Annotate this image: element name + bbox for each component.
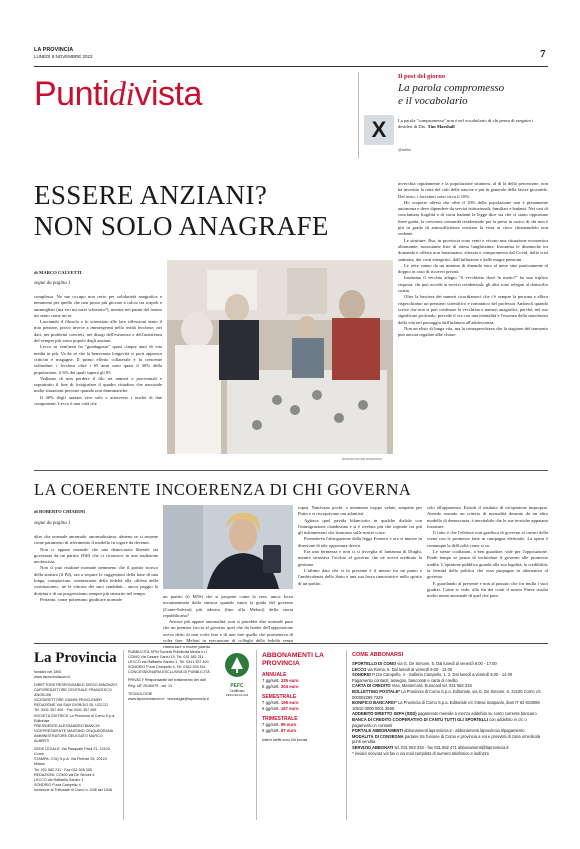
article1-col1-paragraph: Il 40% degli anziani vive solo e attraverso i nuclei di due componenti. Lecco è una città che: [34, 394, 162, 407]
how-item: PORTALE ABBONAMENTI abbonamenti.laprovincia.it - abbonamenti.laprovincia.it/pagamento: [352, 728, 525, 734]
paper-name: LA PROVINCIA: [34, 47, 74, 53]
printing-line: STAMPA: CSQ S.p.A. Via Firenze 25, 20124 Milano: [34, 757, 107, 767]
article2-col3-paragraph: L'ultimo dato che si fa presente è il mezzo fra un punto e l'ambivalenza dello Stato e una sua forza rinnovatrice nello spirito di un partito.: [298, 567, 422, 586]
article2-col4: [427, 505, 548, 599]
article2-col3-paragraph: Agitava quel pavida bilanciotto in qualche disfida con l'immigrazione clandestina e si è rivelata più che ospitale coi più gli inframezzati che sbarcano sulle nostre coste.: [298, 517, 422, 536]
staff-line: SOCIETÀ EDITRICE La Provincia di Como S.p.a. Editoriale: [34, 713, 116, 723]
article1-photo: [167, 260, 393, 454]
printing-line: Iscrizione al Tribunale di Como n. 3/48 del 1948: [34, 787, 112, 792]
footer-ads: [128, 650, 214, 702]
plan-price-7: 7 gg/sett. 99 euro: [262, 722, 297, 727]
subs-plans: [262, 672, 342, 743]
article2-col1-paragraph: Pertanto, come potremmo giudicare normale: [40, 596, 123, 602]
staff-line: VICEPRESIDENTE MASSIMO CINQUEGRANA: [34, 728, 114, 733]
pefc-code: PEFC/18-31-004: [225, 693, 249, 697]
footer-site: www.laprovinciacom.it: [34, 675, 71, 679]
article2-col3: [298, 505, 422, 587]
article2-byline: di ROBERTO CHIARINI: [34, 509, 86, 514]
article2-col1-paragraph: altro che normale anormale, anormalissimo, almeno se si assume come parametro di riferimento il modello in vigore da decenni.: [34, 534, 158, 546]
ads-line: www.laprovinciacom.it - tecnologia@laprovincia.it: [128, 696, 209, 701]
post-title-line1: La parola compromesso: [398, 82, 505, 94]
staff-line: REDAZIONE VIA SAN GIORGIO 26, LECCO: [34, 703, 108, 708]
article2-col4-paragraph: Le stesse coalizioni, a ben guardare, vale per l'opposizione. Perde tempo se pensa di inchiodare il governo alle promesse tradite. L'opinione pubblica guarda alla sua legalità, la credibilità, la fermità della politica che essa propugna in alternativa al governo.: [427, 549, 548, 580]
article2-col2-paragraph: un partito (il M5S) che si propone come la vera, unica forza incontaminata della sinistra quando vanta la guida del governo (Conte-Salvini) più adestra (fino alla Meloni) della storia repubblicana?: [163, 594, 293, 618]
x-logo-icon: X: [371, 117, 387, 142]
article2-headline: LA COERENTE INCOERENZA DI CHI GOVERNA: [34, 480, 412, 499]
article1-col1-paragraph: Lecco in vent'anni ha "guadagnato" quasi cinque anni di vita media in più. Va da sé che la benvenuta longevità si porti appresso criticità e magagne. Il primo effetto collaterale è la crescente solitudine: i lecchesi oltre i 65 anni sono quasi il 30% della popolazione, il 6% dei quali supera gli 85.: [34, 344, 162, 375]
article2-col2-paragraph: Ancora più appare anormalità, non si potrebbe dire normale pure che un premier faccia al governo quel che da leader dell'opposizione aveva detto di non voler fare e di non fare quello che prometteva di voler fare. Meloni in esecuzione di colleghi della fedeltà senza rinunciare a essere partito.: [163, 619, 293, 650]
how-item: SERVIZIO ABBONATI tel. 031 582 333 - fax 031 582 471 abbonamenti@laprovincia.it: [352, 744, 509, 750]
article1-col2-paragraph: invecchia rapidamente e la popolazione straniera, al di là della percezione, non ha invertito la rotta del calo delle nascite e più in generale della fascia giovanile. Del resto, i forestieri sono circa il 10%.: [398, 181, 548, 199]
article2-col3-paragraph: ropea. Nutrivano pochi, o nemmeno troppo velate, simpatie per Putin e si riscoprivano ora atlantisti.: [298, 505, 422, 517]
post-title-line2: e il vocabolario: [398, 95, 468, 107]
article2-col4-paragraph: solo all'apparenza. Esistiti il risultato di un'opinione impropria. Avendo assunto un criterio di normalità desunto da un altro modello di democrazia, è inevitabile che le sue tecniche appaiano forzature.: [427, 505, 548, 529]
issue-date: LUNEDÌ 6 NOVEMBRE 2023: [34, 54, 93, 59]
post-body: La parola "compromesso" non è nel vocabolario di chi pensa di eseguire i desideri di Dio.: [398, 118, 534, 130]
how-item: SPORTELLO DI COMO via G. De Simone, 6. Dal lunedì al venerdì 9.00 - 17.00: [352, 661, 497, 666]
staff-line: DIRETTORE RESPONSABILE DIEGO MINONZIO: [34, 683, 118, 687]
article1-headline-line2: NON SOLO ANAGRAFE: [34, 211, 329, 241]
pefc-tree-icon: [224, 652, 250, 678]
staff-line: AMMINISTRATORE DELEGATO MARCO ALBERTI: [34, 733, 103, 744]
article1-col2: [398, 181, 548, 338]
article1-headline: [34, 180, 329, 242]
how-item: Pagamento contanti, assegno, bancomat e carta di credito: [352, 677, 458, 683]
post-kicker: Il post del giorno: [398, 73, 446, 80]
plan-price-6: 6 gg/sett. 87 euro: [262, 728, 297, 733]
plan-price-6: 6 gg/sett. 167 euro: [262, 706, 299, 711]
post-of-day: [398, 72, 548, 108]
footer-staff: [34, 683, 118, 793]
ads-line: COMO Via Cesare Cantù 15, Tel. 031 582 211: [128, 655, 204, 660]
plan-price-7: 7 gg/sett. 335 euro: [262, 678, 299, 683]
ads-line: PUBBLICITÀ SPM Società Pubblicità Media s.r.l.: [128, 650, 208, 654]
article1-continued: segue da pagina 1: [34, 281, 71, 286]
printing-line: SONDRIO P.zza Campello 4: [34, 782, 81, 787]
article1-col1-paragraph: Lasciando il filosofo e lo scienziato alle loro riflessioni sento il mio pensare, provo invece a immergermi nella realtà lecchese, nei dati, nei problemi concreti, nei disagi dell'esistenza e dell'assistenza del sempre più vasto popolo degli anziani.: [34, 319, 162, 344]
printing-line: REDAZIONI: COMO via De Simoni 6: [34, 772, 95, 777]
section-title-part-b: di: [109, 76, 135, 113]
how-list: [352, 661, 548, 756]
how-item: MODALITÀ DI CONSEGNA partaire tra l'unione di Como e provincia a voi e provvisti di zona un'edicola punti vendita: [352, 733, 541, 745]
how-item: BANCA DI CREDITO COOPERATIVO DI CANTÙ TUTTI GLI SPORTELLI con addebito in c/c o pagamento in contanti: [352, 716, 527, 728]
article1-col1-paragraph: Vediamo di non perdere il filo tra numeri e percentuali e soprattutto il fine di fotografare il quadro cittadino che nasconde molte situazioni precarie quando non drammatiche.: [34, 375, 162, 394]
photo-credit: RIPRODUZIONE RISERVATA: [342, 457, 383, 461]
elderly-people-photo-illustration: [167, 260, 393, 454]
ads-line: TECNOLOGIE: [128, 691, 153, 696]
footer-founded: fondato nel 1892: [34, 670, 62, 674]
article1-col2-paragraph: Le rette vanno da un minimo di duemila euro al mese sino praticamente al doppio in caso di ricoveri privati.: [398, 262, 548, 275]
staff-line: Tel. 0341 357 400 · Fax 0341 357 499: [34, 708, 97, 713]
article2-col4-paragraph: Il fatto è che l'elettore non gradisca di governo al centro della scena con le promesse fatte in campagna elettorale. La opera è comunque la difficoltà come si sa.: [427, 530, 548, 548]
how-item: * inviare ricevuta via fax o via mail completa di numero telefonico e indirizzo: [352, 750, 489, 756]
article2-continued: segue da pagina 1: [34, 521, 71, 526]
ads-line: PRIVACY Responsabile del trattamento dei dati: [128, 678, 206, 683]
x-logo-box: [364, 115, 394, 145]
pefc-logo: [222, 652, 252, 697]
section-title-part-c: vista: [134, 75, 202, 113]
plan-name: TRIMESTRALE: [262, 716, 298, 722]
ads-line: LECCO via Raffaello Sanzio 1, Tel. 0341 357 400: [128, 660, 209, 665]
post-author: Tim Marshall: [427, 124, 455, 130]
section-title-part-a: Punti: [34, 75, 109, 113]
article2-col1-paragraph: Non ci può risultare normale nemmeno che il partito storico della sinistra (il Pd), ora a sequire le suggestioni della base di una lunga, compiaciuta, ostentazione della fedeltà alla «difesa della costituzione», né la vittoria dei suoi candidati... ancor peggio la dottrina e di un progressismo sempre più smarrito nel tempo.: [34, 565, 158, 596]
article1-col2-paragraph: Insomma il vecchio adagio "il vecchietto dove lo metto?" ha una triplice risposta: chi può accede ai servizi residenziali, gli altri sono relegati al domicilio coatto.: [398, 275, 548, 294]
printing-line: SEDE LEGALE: Via Pasquale Paoli 21, 22100 Como: [34, 747, 110, 757]
subs-note: tutte le tariffe sono IVA inclusa: [262, 738, 308, 742]
how-item: ADDEBITO DIRETTO SEPA (SDD) pagamento mensile a mezzo addebito su conto corrente bancario: [352, 711, 537, 717]
plan-name: ANNUALE: [262, 672, 287, 678]
printing-line: Tel. 031 582 211 · Fax 031 505 305: [34, 767, 92, 772]
article1-headline-line1: ESSERE ANZIANI?: [34, 180, 268, 210]
how-item: SONDRIO P.zza Campello, 4 - Galleria Campello, 1, 2. Dal lunedì a venerdì 9.00 - 14.00: [352, 672, 513, 678]
ads-line: Reg. UE 2016/679 - art. 13: [128, 683, 173, 688]
article2-col4-paragraph: E guardando al presente e non al passato che for mulla i suoi giudizi. Come si vede, alla fin dei conti il nostro Paese risulta molto meno anormale di quel che pare.: [427, 580, 548, 599]
ads-line: SONDRIO P.zza Campello 4, Tel. 0342 535 511: [128, 665, 206, 670]
plan-name: SEMESTRALE: [262, 694, 297, 700]
staff-line: PRESIDENTE ALESSANDRO BIANCHI: [34, 723, 100, 728]
page-number: 7: [540, 48, 546, 60]
post-handle: @twitter: [398, 148, 412, 152]
subs-title: ABBONAMENTI LA PROVINCIA: [262, 652, 324, 667]
article2-col3-paragraph: Prometteva l'abrogazione della legge Fornero e ora si muove in direzione di tale opportuna deriva.: [298, 536, 422, 548]
how-title: COME ABBONARSI: [352, 652, 404, 658]
article1-col1: [34, 294, 162, 407]
how-item: LECCO via Roma, 6. Dal lunedì al venerdì 9.00 - 13.00: [352, 666, 453, 672]
section-title: [34, 74, 202, 115]
plan-price-7: 7 gg/sett. 195 euro: [262, 700, 299, 705]
article1-col2-paragraph: Oltre la barriera dei numeri ricordiamoci che c'è sempre la persona e allora rispecchiamo un pensiero scientifico e romantico del professor Andreoli quando scrive che non si può confinare la vecchiaia a numeri anagrafici, perché, nel suo significato profondo, precede il via con una mentalità e l'essenza della stanchezza della vita nel passaggio dall'infanzia all'adolescenza.: [398, 294, 548, 325]
plan-price-6: 6 gg/sett. 304 euro: [262, 684, 299, 689]
staff-line: VICEDIRETTORE GIANNI PROCLEMER: [34, 698, 102, 703]
article1-col2-paragraph: Le strutture. Rsa, in provincia sono venti e vivono una situazione economica allarmante, nonostante liste di attesa lunghissime. Insomma le dinamiche tra domanda e offerta non funzionano, alterata e compromessa dal Covid, dalla crisi sanitaria, dai costi energetici, dall'inflazione e dalle magre pensioni.: [398, 237, 548, 262]
ads-line: CONCESSIONARIA ESCLUSIVA DI PUBBLICITÀ: [128, 670, 210, 675]
article1-col1-paragraph: complessa. Ne me occupo non certo per solidarietà anagrafica e nemmeno per quello che non posso più giocare a calcio tra scapoli e ammogliati (ma ero mi sarei schierato?), mentre nei panni del nonno mi sento come un re.: [34, 294, 162, 318]
government-leader-photo-illustration: [163, 505, 293, 589]
pefc-sub: Certificato: [229, 689, 245, 693]
article2-photo: [163, 505, 293, 589]
how-item: BONIFICO BANCARIO* La Provincia di Como S.p.a. Editoriale c/c Intesa Sanpaolo, iban IT 62 K03069 10910 0000 0001 2695: [352, 700, 540, 711]
article1-col2-paragraph: Non un elisir di lunga vita, ma la consapevolezza che la stagione del tramonto può ancora regalare albe chiare.: [398, 325, 548, 338]
footer-masthead: La Provincia: [34, 650, 117, 666]
how-item: BOLLETTINO POSTALE* La Provincia di Como S.p.a. Editoriale, via G. De Simone, 6, 22100 Como c/c 000002299 7229: [352, 688, 541, 700]
article2-col1-paragraph: Non ci appare normale che una democrazia liberale sia governata da un partito (FdI) che ci riconosce in una tradizione neofascista.: [34, 546, 158, 565]
article2-col3-paragraph: Era una fermezza e non ci si risveglia al fantasma di Draghi, mentre strizzava l'occhio al governo che ne aveva ereditato la gestione.: [298, 549, 422, 567]
article2-col1: [34, 534, 158, 603]
pefc-label: PEFC: [230, 683, 244, 689]
how-item: CARTA DI CREDITO Visa, Mastercard, Eurocard tel. 031 582 333: [352, 683, 472, 689]
printing-line: LECCO via Raffaello Sanzio 1: [34, 777, 84, 782]
article1-byline: di MARCO CALVETTI: [34, 270, 82, 275]
article1-col2-paragraph: Ho scoperto altresì che oltre il 10% della popolazione non è pienamente autonoma e deve dipendere da servizi istituzionali, familiari e badanti. Nei casi di conclamata fragilità e di vuoti badanti la legge dice sia che ci siano opportune linee guida, la crescente comunità residenziale per la presa in carico di chi non è più in grado di autosufficienza resistere la vista ai cieco chiamandolo non vedente.: [398, 199, 549, 237]
staff-line: CAPOREDATTORE CENTRALE FRANCESCO ANGELINI: [34, 688, 112, 698]
